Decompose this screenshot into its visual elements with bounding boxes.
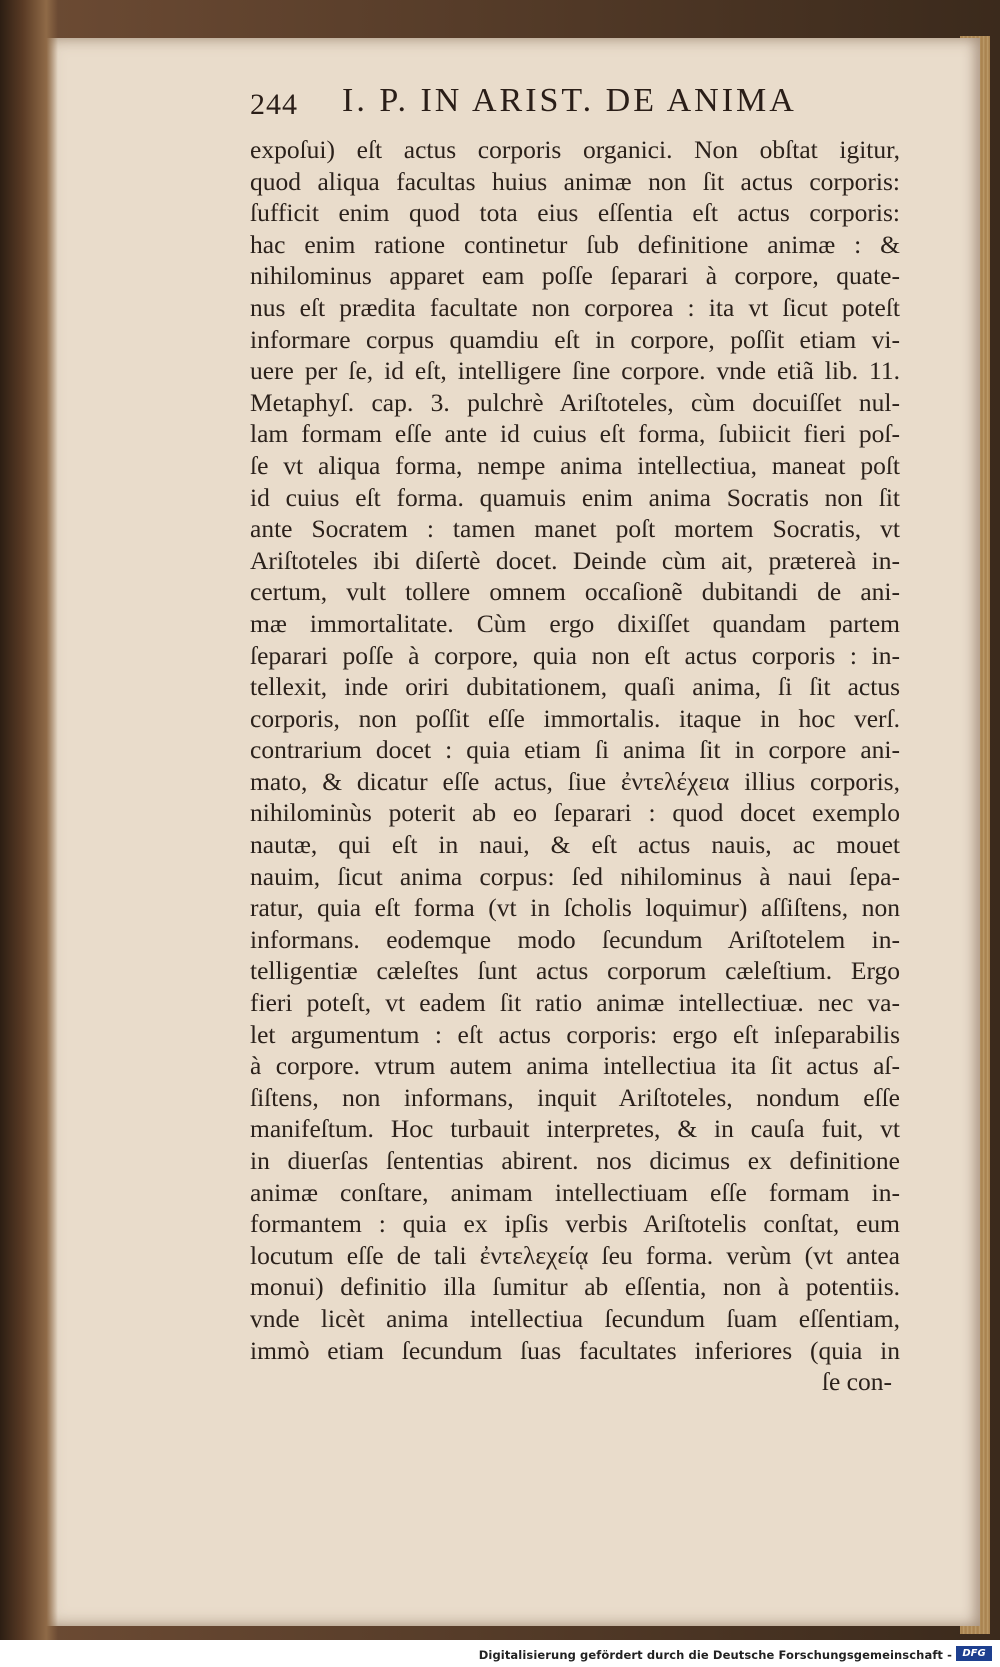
text-line: certum, vult tollere omnem occaſionẽ dubitandi de ani- — [250, 577, 900, 607]
dfg-logo: DFG — [956, 1646, 992, 1661]
text-line: contrarium docet : quia etiam ſi anima ſit in corpore ani- — [250, 735, 900, 765]
body-text — [250, 134, 900, 1398]
text-line: tellexit, inde oriri dubitationem, quaſi anima, ſi ſit actus — [250, 672, 900, 702]
text-line: ſe vt aliqua forma, nempe anima intellectiua, maneat poſt — [250, 450, 900, 480]
text-line: fieri poteſt, vt eadem ſit ratio animæ intellectiuæ. nec va- — [250, 988, 900, 1018]
text-line: nus eſt prædita facultate non corporea : ita vt ſicut poteſt — [250, 292, 900, 322]
text-line: vnde licèt anima intellectiua ſecundum ſuam eſſentiam, — [250, 1303, 900, 1333]
footer-credit-text: Digitalisierung gefördert durch die Deutsche Forschungsgemeinschaft - — [478, 1648, 952, 1662]
text-line: telligentiæ cæleſtes ſunt actus corporum cæleſtium. Ergo — [250, 956, 900, 986]
text-line: immò etiam ſecundum ſuas facultates inferiores (quia in — [250, 1335, 900, 1365]
book-gutter — [0, 0, 58, 1640]
text-line: id cuius eſt forma. quamuis enim anima Socratis non ſit — [250, 482, 900, 512]
text-line: expoſui) eſt actus corporis organici. Non obſtat igitur, — [250, 135, 900, 164]
text-line: monui) definitio illa ſumitur ab eſſentia, non à potentiis. — [250, 1272, 900, 1302]
text-line: nihilominùs poterit ab eo ſeparari : quod docet exemplo — [250, 798, 900, 828]
text-line: Ariſtoteles ibi diſertè docet. Deinde cùm ait, prætereà in- — [250, 545, 900, 575]
text-line: hac enim ratione continetur ſub definitione animæ : & — [250, 229, 900, 259]
text-line: in diuerſas ſententias abirent. nos dicimus ex definitione — [250, 1146, 900, 1175]
text-line: locutum eſſe de tali ἐντελεχείᾳ ſeu forma. verùm (vt antea — [250, 1240, 900, 1270]
text-line: corporis, non poſſit eſſe immortalis. itaque in hoc verſ. — [250, 703, 900, 733]
text-line: nautæ, qui eſt in naui, & eſt actus nauis, ac mouet — [250, 830, 900, 860]
text-line: ante Socratem : tamen manet poſt mortem Socratis, vt — [250, 514, 900, 544]
text-line: informans. eodemque modo ſecundum Ariſtotelem in- — [250, 924, 900, 954]
text-line: mato, & dicatur eſſe actus, ſiue ἐντελέχεια illius corporis, — [250, 766, 900, 796]
text-line: lam formam eſſe ante id cuius eſt forma, ſubiicit fieri poſ- — [250, 419, 900, 449]
text-line: uere per ſe, id eſt, intelligere ſine corpore. vnde etiã lib. 11. — [250, 356, 900, 386]
page-header — [250, 82, 890, 132]
text-line: mæ immortalitate. Cùm ergo dixiſſet quandam partem — [250, 608, 900, 638]
text-line: ratur, quia eſt forma (vt in ſcholis loquimur) aſſiſtens, non — [250, 893, 900, 923]
text-line: à corpore. vtrum autem anima intellectiua ita ſit actus aſ- — [250, 1051, 900, 1081]
text-line: ſufficit enim quod tota eius eſſentia eſt actus corporis: — [250, 198, 900, 228]
text-line: informare corpus quamdiu eſt in corpore, poſſit etiam vi- — [250, 324, 900, 354]
text-line: nauim, ſicut anima corpus: ſed nihilominus à naui ſepa- — [250, 861, 900, 891]
catchword: ſe con- — [821, 1367, 892, 1397]
text-line: manifeſtum. Hoc turbauit interpretes, & in cauſa fuit, vt — [250, 1114, 900, 1144]
text-line: animæ conſtare, animam intellectiuam eſſe formam in- — [250, 1177, 900, 1207]
text-line: ſiſtens, non informans, inquit Ariſtoteles, nondum eſſe — [250, 1082, 900, 1112]
running-title: I. P. IN ARIST. DE ANIMA — [342, 82, 797, 119]
text-line: formantem : quia ex ipſis verbis Ariſtotelis conſtat, eum — [250, 1209, 900, 1239]
text-line: quod aliqua facultas huius animæ non ſit actus corporis: — [250, 166, 900, 196]
text-line: let argumentum : eſt actus corporis: ergo eſt inſeparabilis — [250, 1019, 900, 1049]
text-line: ſeparari poſſe à corpore, quia non eſt actus corporis : in- — [250, 640, 900, 670]
footer-bar — [0, 1640, 1000, 1667]
page-number: 244 — [250, 88, 298, 121]
text-line: Metaphyſ. cap. 3. pulchrè Ariſtoteles, cùm docuiſſet nul- — [250, 387, 900, 417]
text-line: nihilominus apparet eam poſſe ſeparari à corpore, quate- — [250, 261, 900, 291]
